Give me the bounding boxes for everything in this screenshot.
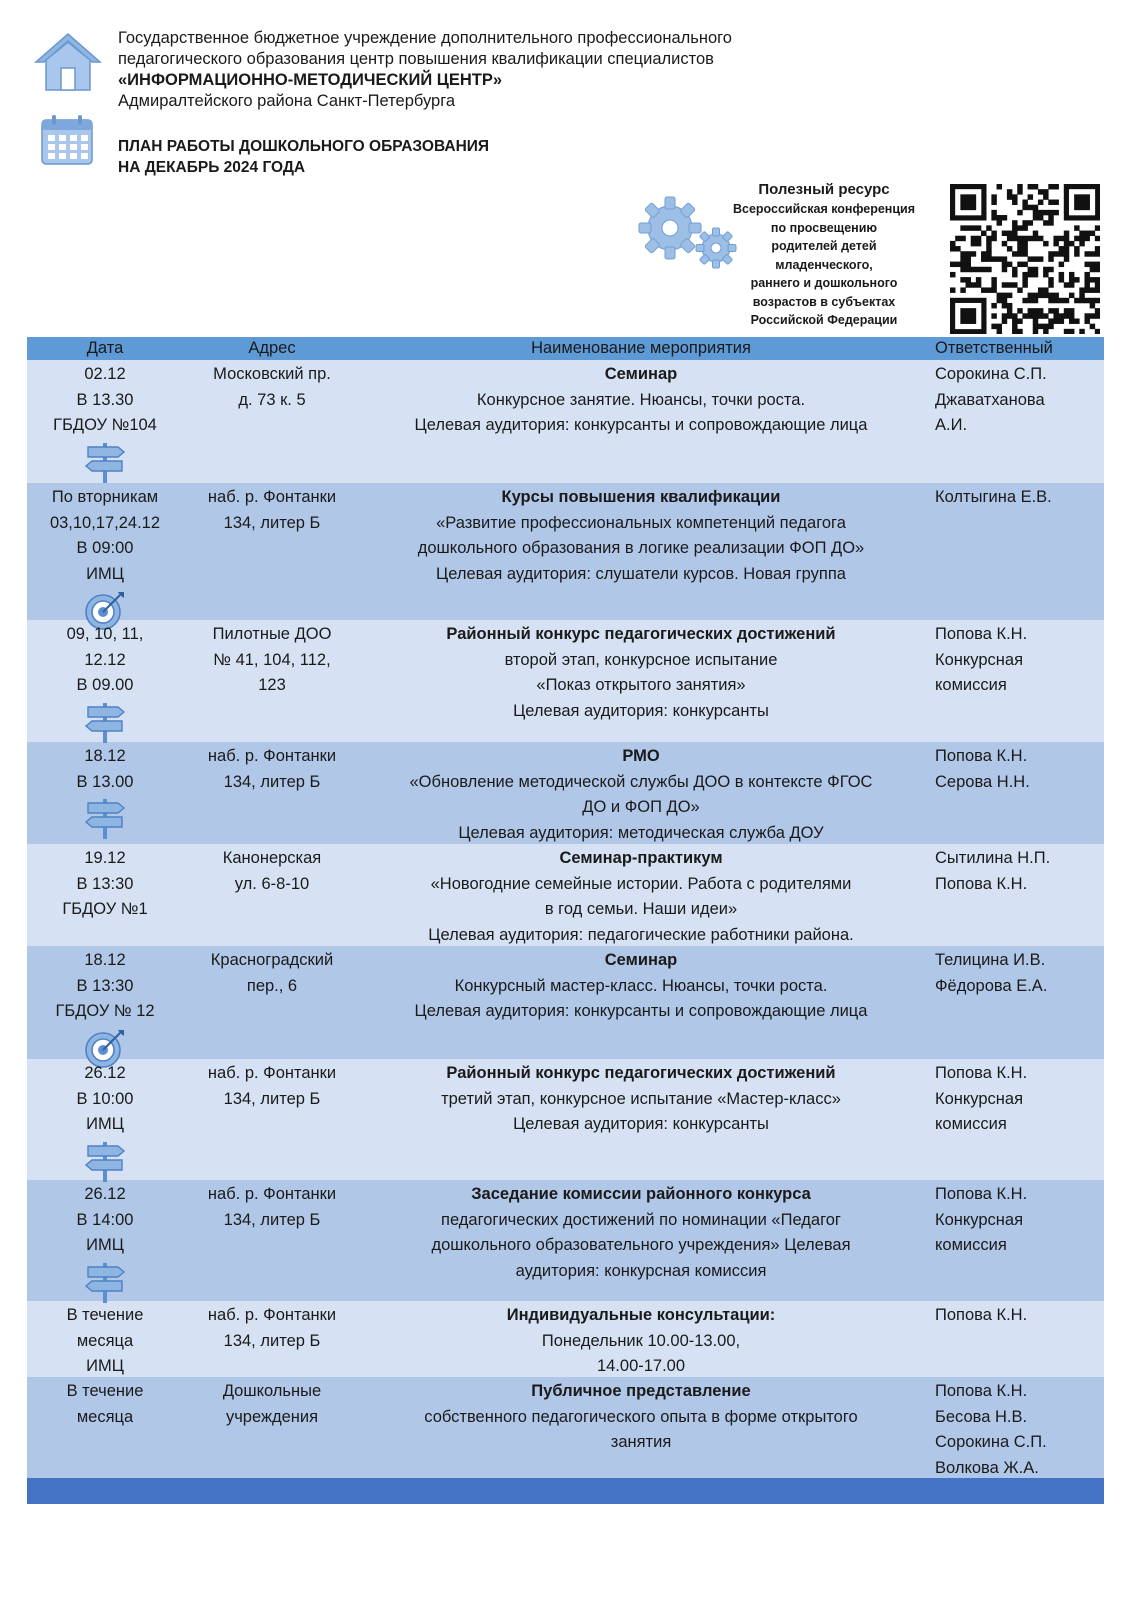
event-title: Семинар-практикум bbox=[559, 849, 723, 867]
responsible-cell bbox=[921, 360, 1104, 483]
date-line: ГБДОУ №104 bbox=[53, 416, 157, 434]
event-desc-line: второй этап, конкурсное испытание bbox=[504, 650, 778, 669]
date-cell bbox=[27, 1377, 183, 1478]
date-cell bbox=[27, 946, 183, 1059]
date-cell bbox=[27, 1301, 183, 1377]
signpost-icon bbox=[82, 441, 128, 483]
event-desc-line: педагогических достижений по номинации «Педагог bbox=[441, 1210, 841, 1229]
address-cell bbox=[183, 844, 361, 946]
address-line: д. 73 к. 5 bbox=[238, 390, 306, 409]
event-desc-line: Целевая аудитория: педагогические работники района. bbox=[428, 925, 854, 944]
table-row bbox=[27, 360, 1104, 483]
responsible-line: Фёдорова Е.А. bbox=[935, 976, 1048, 995]
page-header bbox=[34, 28, 854, 178]
responsible-line: Телицина И.В. bbox=[935, 951, 1046, 969]
address-line: наб. р. Фонтанки bbox=[207, 747, 337, 765]
event-cell bbox=[361, 1059, 921, 1180]
event-desc-line: собственного педагогического опыта в форме открытого bbox=[424, 1407, 858, 1426]
address-cell bbox=[183, 1377, 361, 1478]
address-cell bbox=[183, 360, 361, 483]
event-title: Семинар bbox=[604, 365, 678, 383]
event-cell bbox=[361, 1377, 921, 1478]
organization-name bbox=[118, 28, 858, 112]
event-title: Курсы повышения квалификации bbox=[501, 488, 781, 506]
house-icon bbox=[34, 30, 102, 94]
date-line: 12.12 bbox=[84, 650, 126, 669]
event-desc-line: «Новогодние семейные истории. Работа с родителями bbox=[430, 874, 852, 893]
date-cell bbox=[27, 1180, 183, 1301]
responsible-line: Попова К.Н. bbox=[935, 1185, 1028, 1203]
responsible-line: Серова Н.Н. bbox=[935, 772, 1030, 791]
event-desc-line: Понедельник 10.00-13.00, bbox=[541, 1331, 741, 1350]
date-line: В 09:00 bbox=[76, 539, 134, 557]
event-desc-line: Целевая аудитория: конкурсанты и сопровождающие лица bbox=[414, 1002, 868, 1020]
event-desc-line: Конкурсное занятие. Нюансы, точки роста. bbox=[476, 390, 806, 409]
responsible-line: Джаватханова bbox=[935, 390, 1045, 409]
responsible-cell bbox=[921, 844, 1104, 946]
responsible-cell bbox=[921, 1377, 1104, 1478]
date-cell bbox=[27, 483, 183, 620]
table-body bbox=[27, 360, 1104, 1478]
date-line: месяца bbox=[76, 1331, 134, 1350]
event-title: Семинар bbox=[604, 951, 678, 969]
event-desc-line: «Показ открытого занятия» bbox=[536, 676, 746, 694]
resource-desc-line: Всероссийская конференция bbox=[732, 202, 916, 216]
date-cell bbox=[27, 620, 183, 742]
event-desc-line: Целевая аудитория: методическая служба ДОУ bbox=[458, 823, 824, 842]
event-desc-line: занятия bbox=[610, 1433, 672, 1451]
event-desc-line: Целевая аудитория: конкурсанты bbox=[513, 1115, 769, 1133]
calendar-icon bbox=[40, 114, 94, 166]
org-line-1: Государственное бюджетное учреждение дополнительного профессионального bbox=[118, 29, 732, 47]
event-cell bbox=[361, 620, 921, 742]
date-line: 18.12 bbox=[84, 951, 126, 969]
event-desc-line: 14.00-17.00 bbox=[596, 1357, 686, 1375]
event-desc-line: Целевая аудитория: конкурсанты и сопровождающие лица bbox=[414, 416, 868, 434]
table-header bbox=[27, 337, 1104, 360]
responsible-line: А.И. bbox=[935, 416, 968, 434]
responsible-line: Сытилина Н.П. bbox=[935, 849, 1051, 867]
responsible-cell bbox=[921, 742, 1104, 844]
date-line: В 10:00 bbox=[76, 1089, 134, 1108]
address-line: Пилотные ДОО bbox=[212, 625, 332, 643]
responsible-line: Колтыгина Е.В. bbox=[935, 488, 1052, 506]
event-desc-line: Целевая аудитория: конкурсанты bbox=[513, 701, 769, 720]
table-row bbox=[27, 844, 1104, 946]
responsible-cell bbox=[921, 1180, 1104, 1301]
header-date: Дата bbox=[86, 339, 124, 357]
address-line: ул. 6-8-10 bbox=[234, 874, 310, 893]
date-line: 26.12 bbox=[84, 1185, 126, 1203]
responsible-line: Волкова Ж.А. bbox=[935, 1458, 1039, 1477]
address-line: наб. р. Фонтанки bbox=[207, 488, 337, 506]
responsible-cell bbox=[921, 483, 1104, 620]
address-cell bbox=[183, 742, 361, 844]
org-line-3: «ИНФОРМАЦИОННО-МЕТОДИЧЕСКИЙ ЦЕНТР» bbox=[118, 71, 502, 89]
signpost-icon bbox=[82, 797, 128, 839]
address-line: 123 bbox=[258, 676, 286, 694]
signpost-icon bbox=[82, 1140, 128, 1182]
date-line: В 13.00 bbox=[76, 772, 134, 791]
address-cell bbox=[183, 946, 361, 1059]
header-address: Адрес bbox=[248, 339, 296, 357]
event-desc-line: в год семьи. Наши идеи» bbox=[544, 900, 738, 918]
date-line: ИМЦ bbox=[86, 1357, 124, 1375]
resource-desc-line: возрастов в субъектах bbox=[752, 294, 896, 309]
date-line: В 09.00 bbox=[76, 676, 134, 694]
address-line: наб. р. Фонтанки bbox=[207, 1306, 337, 1324]
date-line: 02.12 bbox=[84, 365, 126, 383]
address-line: 134, литер Б bbox=[223, 1331, 321, 1350]
date-line: ИМЦ bbox=[86, 564, 124, 583]
date-line: В течение bbox=[66, 1306, 144, 1324]
event-cell bbox=[361, 1180, 921, 1301]
event-title: Районный конкурс педагогических достижений bbox=[446, 1064, 836, 1082]
event-cell bbox=[361, 946, 921, 1059]
table-row bbox=[27, 946, 1104, 1059]
event-desc-line: дошкольного образовательного учреждения» Целевая bbox=[431, 1236, 851, 1254]
resource-desc-line: младенческого, bbox=[775, 257, 873, 272]
address-cell bbox=[183, 483, 361, 620]
responsible-line: Попова К.Н. bbox=[935, 1306, 1028, 1324]
event-cell bbox=[361, 742, 921, 844]
address-cell bbox=[183, 1059, 361, 1180]
address-line: 134, литер Б bbox=[223, 1210, 321, 1229]
table-row bbox=[27, 1180, 1104, 1301]
event-desc-line: дошкольного образования в логике реализации ФОП ДО» bbox=[417, 539, 865, 557]
resource-text bbox=[724, 180, 924, 330]
resource-desc-line: Российской Федерации bbox=[750, 313, 898, 327]
address-cell bbox=[183, 1180, 361, 1301]
date-line: ГБДОУ №1 bbox=[62, 900, 148, 918]
org-line-2: педагогического образования центр повышения квалификации специалистов bbox=[118, 50, 714, 68]
resource-title: Полезный ресурс bbox=[758, 181, 890, 198]
responsible-cell bbox=[921, 620, 1104, 742]
date-line: В 13.30 bbox=[76, 390, 134, 409]
responsible-cell bbox=[921, 1301, 1104, 1377]
date-cell bbox=[27, 360, 183, 483]
address-line: Дошкольные bbox=[222, 1382, 322, 1400]
signpost-icon bbox=[82, 1261, 128, 1303]
event-title: РМО bbox=[622, 747, 660, 765]
date-line: ИМЦ bbox=[86, 1115, 124, 1133]
table-row bbox=[27, 742, 1104, 844]
event-title: Публичное представление bbox=[531, 1382, 751, 1400]
date-line: В 14:00 bbox=[76, 1210, 134, 1229]
table-row bbox=[27, 1059, 1104, 1180]
date-line: В 13:30 bbox=[76, 874, 134, 893]
address-line: Канонерская bbox=[222, 849, 322, 867]
address-line: 134, литер Б bbox=[223, 1089, 321, 1108]
event-desc-line: «Обновление методической службы ДОО в контексте ФГОС bbox=[409, 772, 873, 791]
responsible-line: Попова К.Н. bbox=[935, 625, 1028, 643]
address-line: пер., 6 bbox=[246, 976, 298, 995]
header-event: Наименование мероприятия bbox=[531, 339, 751, 357]
plan-title-line-2: НА ДЕКАБРЬ 2024 ГОДА bbox=[118, 159, 306, 176]
date-line: 19.12 bbox=[84, 849, 126, 867]
address-line: 134, литер Б bbox=[223, 772, 321, 791]
responsible-line: Попова К.Н. bbox=[935, 874, 1028, 893]
date-cell bbox=[27, 1059, 183, 1180]
plan-title bbox=[118, 136, 489, 178]
event-desc-line: Конкурсный мастер-класс. Нюансы, точки роста. bbox=[454, 976, 828, 995]
date-line: 03,10,17,24.12 bbox=[49, 513, 161, 532]
event-desc-line: аудитория: конкурсная комиссия bbox=[515, 1261, 767, 1280]
responsible-line: Попова К.Н. bbox=[935, 1382, 1028, 1400]
responsible-line: Сорокина С.П. bbox=[935, 1433, 1047, 1451]
responsible-cell bbox=[921, 946, 1104, 1059]
table-footer-bar bbox=[27, 1478, 1104, 1504]
useful-resource bbox=[632, 180, 932, 330]
date-line: В течение bbox=[66, 1382, 144, 1400]
event-title: Районный конкурс педагогических достижений bbox=[446, 625, 836, 643]
responsible-line: Сорокина С.П. bbox=[935, 365, 1047, 383]
event-title: Заседание комиссии районного конкурса bbox=[471, 1185, 811, 1203]
address-line: Московский пр. bbox=[213, 365, 331, 383]
table-row bbox=[27, 620, 1104, 742]
date-line: 18.12 bbox=[84, 747, 126, 765]
event-title: Индивидуальные консультации: bbox=[506, 1306, 776, 1324]
date-line: ГБДОУ № 12 bbox=[55, 1002, 155, 1020]
responsible-line: Конкурсная bbox=[935, 1210, 1024, 1229]
date-line: ИМЦ bbox=[86, 1236, 124, 1254]
resource-desc-line: раннего и дошкольного bbox=[750, 276, 898, 290]
event-desc-line: «Развитие профессиональных компетенций педагога bbox=[436, 513, 846, 532]
address-line: Красноградский bbox=[210, 951, 334, 969]
address-line: учреждения bbox=[225, 1407, 319, 1426]
event-cell bbox=[361, 360, 921, 483]
responsible-line: комиссия bbox=[935, 676, 1007, 694]
event-desc-line: ДО и ФОП ДО» bbox=[582, 798, 700, 816]
event-cell bbox=[361, 1301, 921, 1377]
resource-desc-line: родителей детей bbox=[771, 239, 877, 253]
table-row bbox=[27, 483, 1104, 620]
responsible-line: комиссия bbox=[935, 1236, 1007, 1254]
plan-title-line-1: ПЛАН РАБОТЫ ДОШКОЛЬНОГО ОБРАЗОВАНИЯ bbox=[118, 138, 490, 155]
address-line: наб. р. Фонтанки bbox=[207, 1185, 337, 1203]
header-responsible: Ответственный bbox=[935, 339, 1053, 357]
signpost-icon bbox=[82, 701, 128, 743]
responsible-line: Конкурсная bbox=[935, 1089, 1024, 1108]
event-desc-line: третий этап, конкурсное испытание «Мастер-класс» bbox=[441, 1089, 841, 1108]
table-row bbox=[27, 1301, 1104, 1377]
date-cell bbox=[27, 742, 183, 844]
responsible-line: Конкурсная bbox=[935, 650, 1024, 669]
responsible-line: Попова К.Н. bbox=[935, 747, 1028, 765]
event-desc-line: Целевая аудитория: слушатели курсов. Новая группа bbox=[436, 564, 846, 583]
address-cell bbox=[183, 620, 361, 742]
responsible-line: Бесова Н.В. bbox=[935, 1407, 1028, 1426]
event-cell bbox=[361, 483, 921, 620]
events-table bbox=[27, 337, 1104, 1504]
date-line: 09, 10, 11, bbox=[66, 625, 144, 643]
event-cell bbox=[361, 844, 921, 946]
org-line-4: Адмиралтейского района Санкт-Петербурга bbox=[118, 92, 456, 110]
responsible-line: Попова К.Н. bbox=[935, 1064, 1028, 1082]
responsible-cell bbox=[921, 1059, 1104, 1180]
date-cell bbox=[27, 844, 183, 946]
address-line: наб. р. Фонтанки bbox=[207, 1064, 337, 1082]
table-row bbox=[27, 1377, 1104, 1478]
date-line: В 13:30 bbox=[76, 976, 134, 995]
qr-code-icon[interactable] bbox=[950, 184, 1100, 334]
address-cell bbox=[183, 1301, 361, 1377]
date-line: месяца bbox=[76, 1407, 134, 1426]
resource-desc-line: по просвещению bbox=[770, 220, 878, 235]
address-line: № 41, 104, 112, bbox=[213, 650, 331, 669]
responsible-line: комиссия bbox=[935, 1115, 1007, 1133]
address-line: 134, литер Б bbox=[223, 513, 321, 532]
date-line: По вторникам bbox=[51, 488, 159, 506]
date-line: 26.12 bbox=[84, 1064, 126, 1082]
